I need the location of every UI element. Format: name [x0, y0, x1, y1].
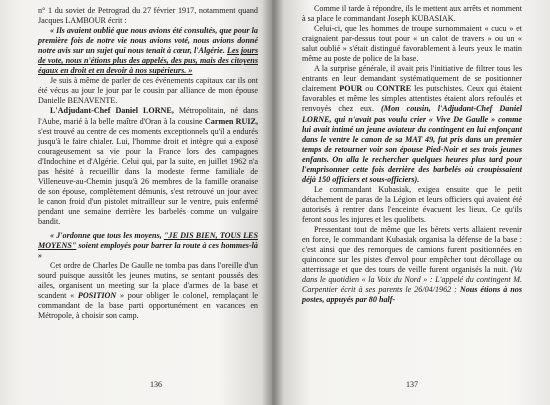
text-run: les putschistes. Ceux qui étaient favorables et même les simples attentistes étaient alors refoulés et renvoyés chez eux.	[302, 84, 522, 114]
text-run: ou	[362, 84, 377, 94]
paragraph: Je suis à même de parler de ces événements capitaux car ils ont été vécus au jour le jour par le cousin par alliance de mon épouse Danielle BENAVENTE.	[38, 76, 258, 106]
paragraph	[302, 225, 522, 305]
page-number: 137	[406, 380, 418, 389]
text-run: Cet ordre de Charles De Gaulle ne tomba pas dans l'oreille d'un sourd puisque aussitôt les jeunes mutins, se sentant poussés des ailes, organisent un meeting sur la place d'armes de la base et scandent «	[38, 261, 258, 301]
paragraph	[38, 106, 258, 227]
bold-word: CONTRE	[376, 84, 412, 94]
left-page	[0, 0, 272, 405]
quote-text: soient employés pour barrer la route à ces hommes-là »	[38, 241, 258, 261]
italic-citation: (Vu dans le quotidien « la Voix du Nord » : L'appelé du contingent M. Carpentier écrit à ses parents le 26/04/1962 :	[302, 265, 522, 295]
paragraph: Le commandant Kubasiak, exigea ensuite que le petit détachement de paras de la Légion et leurs officiers qui avaient été autorisés à rentrer dans l'enceinte évacuent les lieux. Ce qu'ils feront sous les injures et les quolibets.	[302, 184, 522, 224]
paragraph: Celui-ci, que les hommes de troupe surnommaient « cucu » et craignaient par-dessus tout pour « un calot de travers » ou un « salut oublié » s'était distingué favorablement à leurs yeux le matin même au poste de police de la base.	[302, 24, 522, 64]
quote-text: « J'ordonne que tous les moyens,	[50, 231, 164, 241]
bold-word: POSITION	[77, 291, 117, 301]
right-page	[272, 0, 550, 405]
quote-underlined: "JE DIS BIEN, TOUS LES MOYENS"	[38, 231, 258, 251]
paragraph: n° 1 du soviet de Petrograd du 27 février 1917, notamment quand Jacques LAMBOUR écrit :	[38, 6, 258, 26]
quote-underlined: Les jours de vote, nous n'étions plus des appelés, des pus, mais des citoyens égaux en droit et en devoir à nos supérieurs. »	[38, 46, 258, 76]
quote-paragraph	[38, 231, 258, 261]
quote-text: « Ils avaient oublié que nous avions été consultés, que pour la première fois de notre vie nous avions voté, nous avions donné notre avis sur un sujet qui nous tenait à cœur, l'Algérie.	[38, 26, 258, 56]
italic-bold-quote: Nous étions à nos postes, appuyés par 80 half-	[302, 285, 523, 305]
text-run: s'est trouvé au centre de ces moments exceptionnels qu'il a endurés jusqu'à le faire chialer. Lui, l'homme droit et intègre qui a exposé courageusement sa vie pour la France lors des campagnes d'Indochine et d'Algérie. Celui qui, par la suite, en juillet 1962 n'a pas hésité à recueillir dans la modeste ferme familiale de Villeneuve-au-Chemin jusqu'à 26 membres de la famille oranaise de son épouse, complètement démunis, s'est retrouvé un jour avec le canon froid d'un pistolet mitrailleur sur le ventre, puis enfermé pendant une semaine derrière les barbelés comme un vulgaire bandit.	[38, 126, 258, 226]
text-run: » pour obliger le colonel, remplaçant le commandant de la base parti opportunément en vacances en Métropole, à choisir son camp.	[38, 291, 259, 321]
italic-bold-aside: (Mon cousin, l'Adjudant-Chef Daniel LORNE, qui n'avait pas voulu crier « Vive De Gaulle » comme lui avait intimé un jeune aviateur du contingent en lui enfonçant dans le ventre le canon de sa MAT 49, fut pris dans un premier temps de retourner voir son épouse Pied-Noir et ses trois jeunes enfants. On alla le rechercher quelques heures plus tard pour l'emprisonner cette fois derrière des barbelés où croupissaient déjà 150 officiers et sous-officiers).	[302, 104, 522, 184]
text-run: Métropolitain, né dans l'Aube, marié à la belle maître d'Oran à la cousine	[38, 106, 258, 126]
text-run: Pressentant tout de même que les bérets verts allaient revenir en force, le commandant Kubasiak organisa la défense de la base : c'est ainsi que des remorques de camions furent positionnées en quinconce sur les pistes d'envol pour empêcher tout décollage ou atterrissage et que des tours de veille furent organisés la nuit.	[302, 225, 522, 275]
book-gutter-shadow	[262, 0, 284, 405]
bold-name: L'Adjudant-Chef Daniel LORNE,	[50, 106, 174, 116]
bold-word: POUR	[339, 84, 363, 94]
paragraph: Comme il tarde à répondre, ils le mettent aux arrêts et nomment à sa place le commandant Joseph KUBASIAK.	[302, 4, 522, 24]
text-run: A la surprise générale, il avait pris l'initiative de filtrer tous les entrants en leur demandant systématiquement de se positionner clairement	[302, 64, 522, 94]
bold-name: Carmen RUIZ,	[204, 116, 258, 126]
paragraph	[38, 261, 258, 321]
paragraph	[302, 64, 522, 185]
page-number: 136	[150, 380, 162, 389]
quote-paragraph	[38, 26, 258, 76]
